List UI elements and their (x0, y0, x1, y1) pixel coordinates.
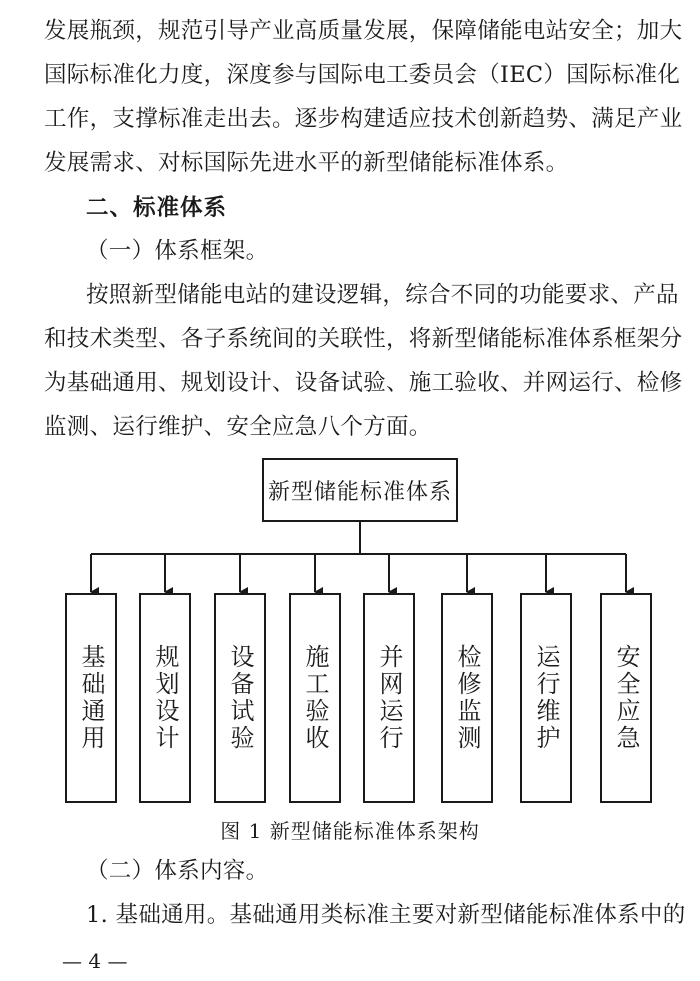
diagram-child-label-6: 检修监测 (453, 644, 481, 752)
diagram-child-label-4: 施工验收 (301, 644, 329, 752)
diagram-child-box-1 (65, 593, 117, 803)
framework-line-1: 按照新型储能电站的建设逻辑，综合不同的功能要求、产品 (86, 282, 679, 308)
intro-line-3: 工作，支撑标准走出去。逐步构建适应技术创新趋势、满足产业 (44, 106, 683, 132)
intro-line-1: 发展瓶颈，规范引导产业高质量发展，保障储能电站安全；加大 (44, 18, 683, 44)
diagram-child-box-4 (289, 593, 341, 803)
diagram-child-box-5 (363, 593, 415, 803)
intro-line-4: 发展需求、对标国际先进水平的新型储能标准体系。 (44, 150, 569, 176)
diagram-child-label-8: 安全应急 (612, 644, 640, 752)
diagram-child-box-8 (600, 593, 652, 803)
diagram-child-box-2 (139, 593, 191, 803)
diagram-root-box (262, 458, 458, 522)
diagram-root-label: 新型储能标准体系 (267, 479, 452, 505)
intro-line-2: 国际标准化力度，深度参与国际电工委员会（IEC）国际标准化 (44, 62, 681, 88)
page-number: — 4 — (62, 949, 128, 973)
diagram-child-label-1: 基础通用 (77, 644, 105, 752)
diagram-child-box-7 (520, 593, 572, 803)
diagram-child-label-2: 规划设计 (151, 644, 179, 752)
diagram-child-box-3 (214, 593, 266, 803)
subsection-content-heading: （二）体系内容。 (86, 858, 269, 884)
section-heading: 二、标准体系 (86, 195, 228, 221)
diagram-child-box-6 (441, 593, 493, 803)
framework-line-2: 和技术类型、各子系统间的关联性，将新型储能标准体系框架分 (44, 326, 683, 352)
framework-line-4: 监测、运行维护、安全应急八个方面。 (44, 414, 432, 440)
diagram-child-label-5: 并网运行 (375, 644, 403, 752)
subsection-framework-heading: （一）体系框架。 (86, 238, 269, 264)
framework-line-3: 为基础通用、规划设计、设备试验、施工验收、并网运行、检修 (44, 370, 683, 396)
diagram-child-label-7: 运行维护 (532, 644, 560, 752)
figure-caption: 图 1 新型储能标准体系架构 (220, 819, 480, 843)
content-line-1: 1. 基础通用。基础通用类标准主要对新型储能标准体系中的 (86, 902, 686, 928)
diagram-child-label-3: 设备试验 (226, 644, 254, 752)
